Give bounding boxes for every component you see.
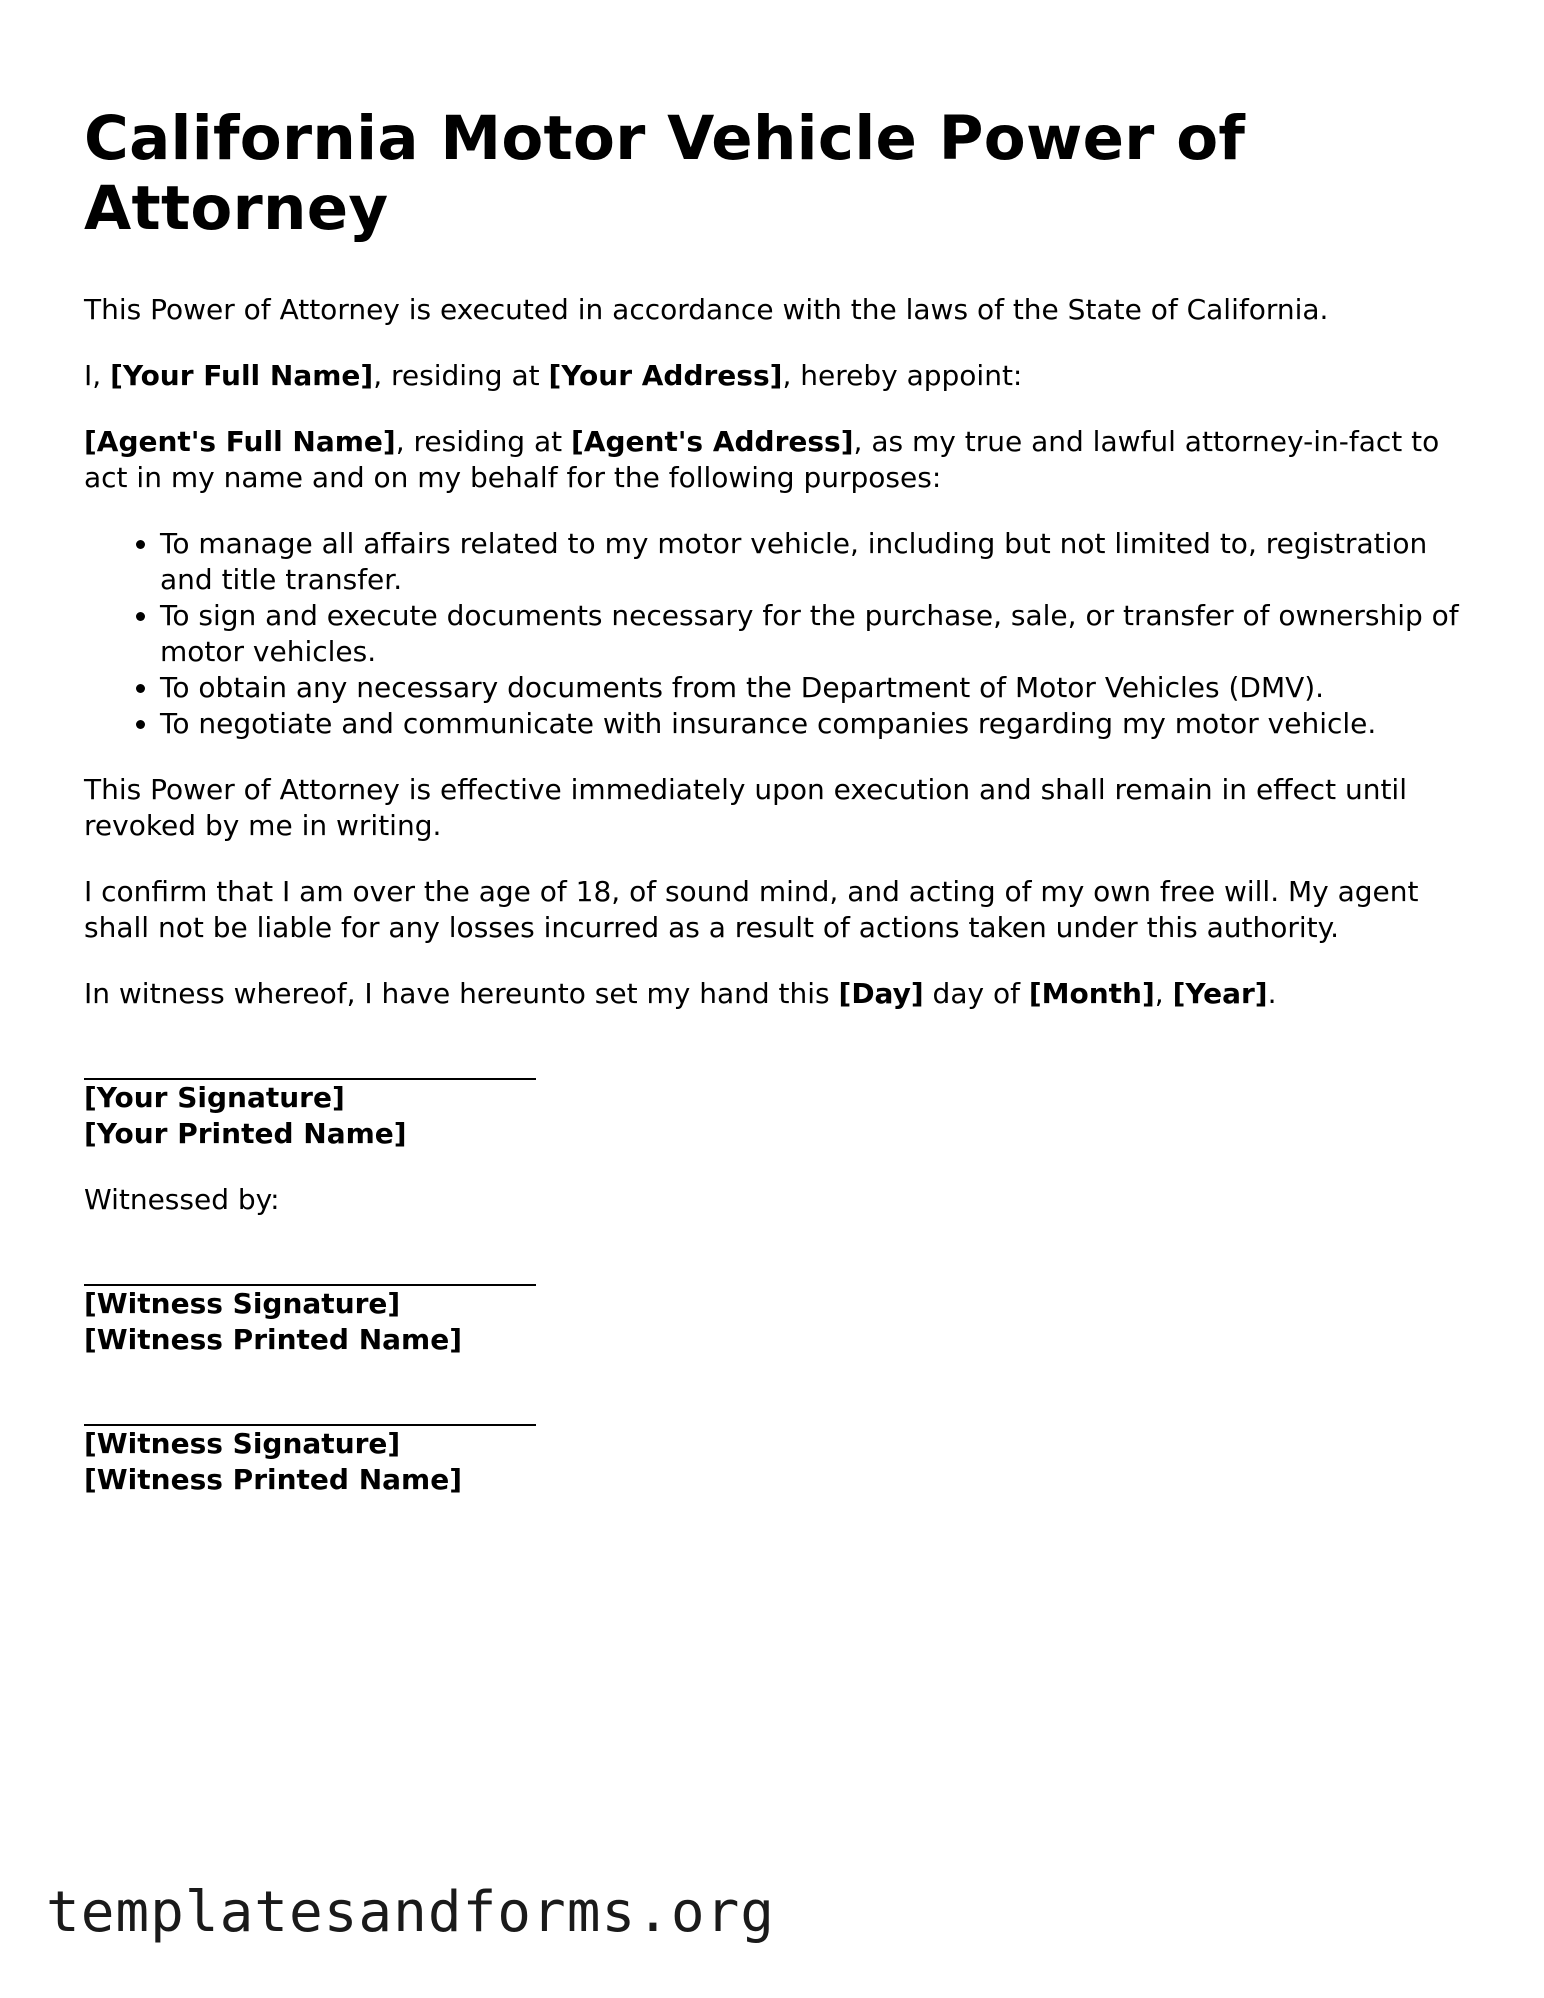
month-placeholder: [Month] bbox=[1028, 977, 1155, 1010]
effective-paragraph: This Power of Attorney is effective immediately upon execution and shall remain in effect until revoked by me in writing. bbox=[84, 773, 1407, 842]
document-page bbox=[84, 104, 1464, 1528]
witness-printed-name-label: [Witness Printed Name] bbox=[84, 1463, 462, 1496]
witness-signature-label: [Witness Signature] bbox=[84, 1287, 401, 1320]
principal-signature-label: [Your Signature] bbox=[84, 1081, 345, 1114]
confirmation-paragraph: I confirm that I am over the age of 18, of sound mind, and acting of my own free will. My agent shall not be liable for any losses incurred as a result of actions taken under this authority. bbox=[84, 875, 1419, 944]
principal-suffix: , hereby appoint: bbox=[782, 359, 1023, 392]
footer-brand-watermark: templatesandforms.org bbox=[46, 1880, 776, 1945]
witness-printed-name-label: [Witness Printed Name] bbox=[84, 1323, 462, 1356]
agent-suffix: , as my true and lawful attorney-in-fact to act in my name and on my behalf for the following purposes: bbox=[84, 425, 1440, 494]
witness-signature-label: [Witness Signature] bbox=[84, 1427, 401, 1460]
witness-clause-suffix: . bbox=[1267, 977, 1277, 1010]
document-title: California Motor Vehicle Power of Attorney bbox=[84, 103, 1246, 244]
principal-signature-block bbox=[84, 1042, 1464, 1152]
purpose-item: • To obtain any necessary documents from the Department of Motor Vehicles (DMV). bbox=[160, 670, 1464, 706]
principal-name-placeholder: [Your Full Name] bbox=[110, 359, 374, 392]
principal-paragraph bbox=[84, 358, 1464, 394]
purpose-item: • To manage all affairs related to my motor vehicle, including but not limited to, registration and title transfer. bbox=[160, 526, 1464, 598]
agent-address-placeholder: [Agent's Address] bbox=[571, 425, 854, 458]
year-placeholder: [Year] bbox=[1172, 977, 1268, 1010]
principal-printed-name-label: [Your Printed Name] bbox=[84, 1117, 407, 1150]
witness-clause-sep: , bbox=[1154, 977, 1173, 1010]
principal-signature-line bbox=[84, 1042, 536, 1080]
principal-prefix: I, bbox=[84, 359, 111, 392]
witness-clause-prefix: In witness whereof, I have hereunto set my hand this bbox=[84, 977, 839, 1010]
intro-paragraph: This Power of Attorney is executed in accordance with the laws of the State of California. bbox=[84, 293, 1329, 326]
witness-clause-paragraph bbox=[84, 976, 1464, 1012]
principal-mid: , residing at bbox=[373, 359, 549, 392]
witness-signature-line bbox=[84, 1248, 536, 1286]
witness-signature-block bbox=[84, 1248, 1464, 1358]
principal-address-placeholder: [Your Address] bbox=[548, 359, 783, 392]
agent-mid: , residing at bbox=[395, 425, 572, 458]
witness-signature-block bbox=[84, 1388, 1464, 1498]
witness-clause-mid: day of bbox=[923, 977, 1029, 1010]
purpose-item: • To sign and execute documents necessary for the purchase, sale, or transfer of ownership of motor vehicles. bbox=[160, 598, 1464, 670]
witnessed-by-label: Witnessed by: bbox=[84, 1183, 280, 1216]
witness-signature-line bbox=[84, 1388, 536, 1426]
agent-name-placeholder: [Agent's Full Name] bbox=[84, 425, 396, 458]
day-placeholder: [Day] bbox=[838, 977, 924, 1010]
purposes-list bbox=[84, 526, 1464, 742]
purpose-item: • To negotiate and communicate with insurance companies regarding my motor vehicle. bbox=[160, 706, 1464, 742]
agent-paragraph bbox=[84, 424, 1464, 496]
